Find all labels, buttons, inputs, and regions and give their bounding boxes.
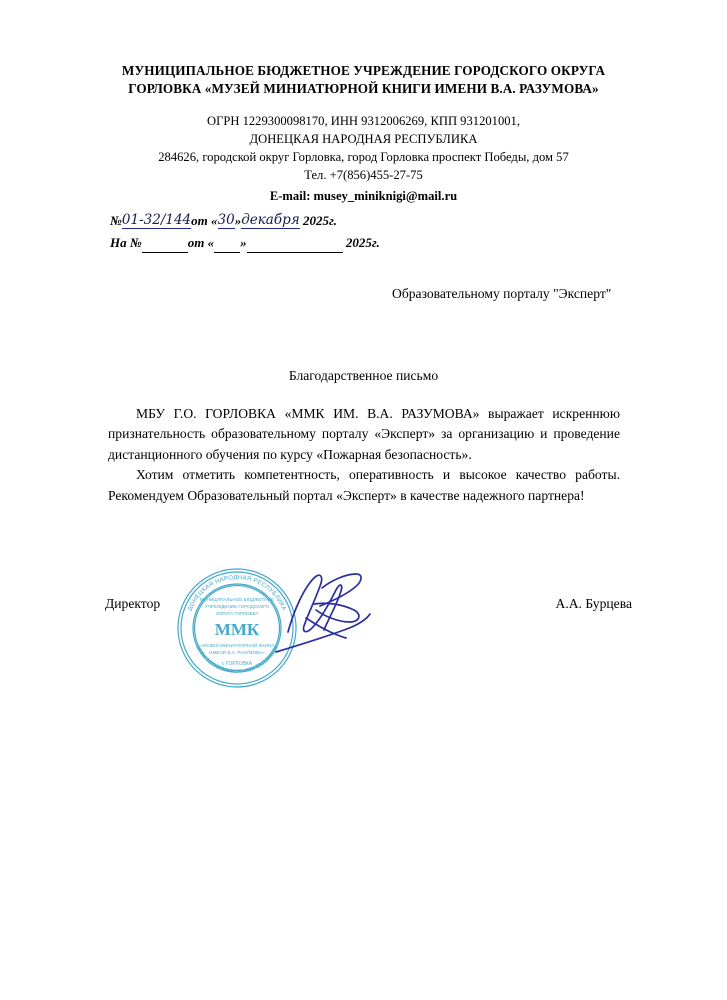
reference-blank-month: [247, 232, 343, 253]
reference-blank-number: [142, 232, 188, 253]
svg-text:МУНИЦИПАЛЬНОЕ БЮДЖЕТНОЕ: МУНИЦИПАЛЬНОЕ БЮДЖЕТНОЕ: [199, 597, 275, 602]
signatory-name: А.А. Бурцева: [555, 596, 632, 611]
reference-month-handwritten: декабря: [241, 212, 300, 228]
reference-quote-1: »: [234, 213, 242, 228]
reference-year-2: 2025г.: [345, 235, 380, 250]
svg-text:ИМЕНИ В.А. РАЗУМОВА»: ИМЕНИ В.А. РАЗУМОВА»: [209, 650, 265, 655]
body-paragraph-2: Хотим отметить компетентность, оперативность и высокое качество работы. Рекомендуем Образовательный портал «Эксперт» в качестве надежного партнера!: [108, 467, 620, 503]
svg-text:«МУЗЕЙ МИНИАТЮРНОЙ КНИГИ: «МУЗЕЙ МИНИАТЮРНОЙ КНИГИ: [200, 643, 274, 648]
signature-row: [0, 596, 727, 626]
reference-from-label-2: от «: [187, 235, 215, 250]
official-stamp: [176, 567, 298, 689]
body-paragraph-1: МБУ Г.О. ГОРЛОВКА «ММК ИМ. В.А. РАЗУМОВА» выражает искреннюю признательность образовательному порталу «Эксперт» за организацию и проведение дистанционного обучения по курсу «Пожарная безопасность».: [108, 406, 620, 462]
reference-blank-day: [214, 232, 240, 253]
svg-text:ММК: ММК: [214, 620, 260, 639]
addressee: Образовательному порталу "Эксперт": [392, 286, 612, 301]
organization-title-line-2: ГОРЛОВКА «МУЗЕЙ МИНИАТЮРНОЙ КНИГИ ИМЕНИ В.А. РАЗУМОВА»: [128, 80, 599, 96]
reference-line-incoming: [110, 232, 470, 253]
reference-number-handwritten: 01-32/144: [121, 212, 192, 228]
reference-label-incoming: На №: [110, 235, 142, 250]
document-body: [108, 404, 620, 506]
letterhead: [60, 62, 667, 205]
svg-text:г. ГОРЛОВКА: г. ГОРЛОВКА: [221, 661, 253, 667]
svg-text:ОГРН 1229300098170 ИНН 9312006: ОГРН 1229300098170 ИНН 9312006269: [194, 644, 280, 676]
document-heading: Благодарственное письмо: [288, 368, 439, 383]
svg-text:ДОНЕЦКАЯ НАРОДНАЯ РЕСПУБЛИКА: ДОНЕЦКАЯ НАРОДНАЯ РЕСПУБЛИКА: [187, 574, 287, 612]
reference-year-1: 2025г.: [302, 213, 337, 228]
signatory-title: Директор: [105, 596, 161, 611]
reference-label-number: №: [110, 213, 122, 228]
reference-line-outgoing: [110, 211, 470, 232]
reference-block: [110, 211, 470, 253]
svg-text:УЧРЕЖДЕНИЕ ГОРОДСКОГО: УЧРЕЖДЕНИЕ ГОРОДСКОГО: [204, 604, 270, 609]
organization-title: [60, 62, 667, 98]
organization-address: 284626, городской округ Горловка, город Горловка проспект Победы, дом 57: [158, 150, 569, 165]
organization-email: E-mail: musey_miniknigi@mail.ru: [269, 188, 458, 203]
svg-text:ОКРУГА ГОРЛОВКА: ОКРУГА ГОРЛОВКА: [215, 611, 259, 616]
organization-details: [60, 112, 667, 205]
organization-phone: Тел. +7(856)455-27-75: [304, 168, 423, 183]
organization-title-line-1: МУНИЦИПАЛЬНОЕ БЮДЖЕТНОЕ УЧРЕЖДЕНИЕ ГОРОДСКОГО ОКРУГА: [121, 63, 606, 78]
organization-region: ДОНЕЦКАЯ НАРОДНАЯ РЕСПУБЛИКА: [249, 131, 478, 146]
reference-day-handwritten: 30: [217, 212, 235, 228]
organization-registration: ОГРН 1229300098170, ИНН 9312006269, КПП 931201001,: [206, 113, 521, 128]
reference-quote-2: »: [240, 235, 247, 250]
reference-from-label: от «: [191, 213, 218, 228]
